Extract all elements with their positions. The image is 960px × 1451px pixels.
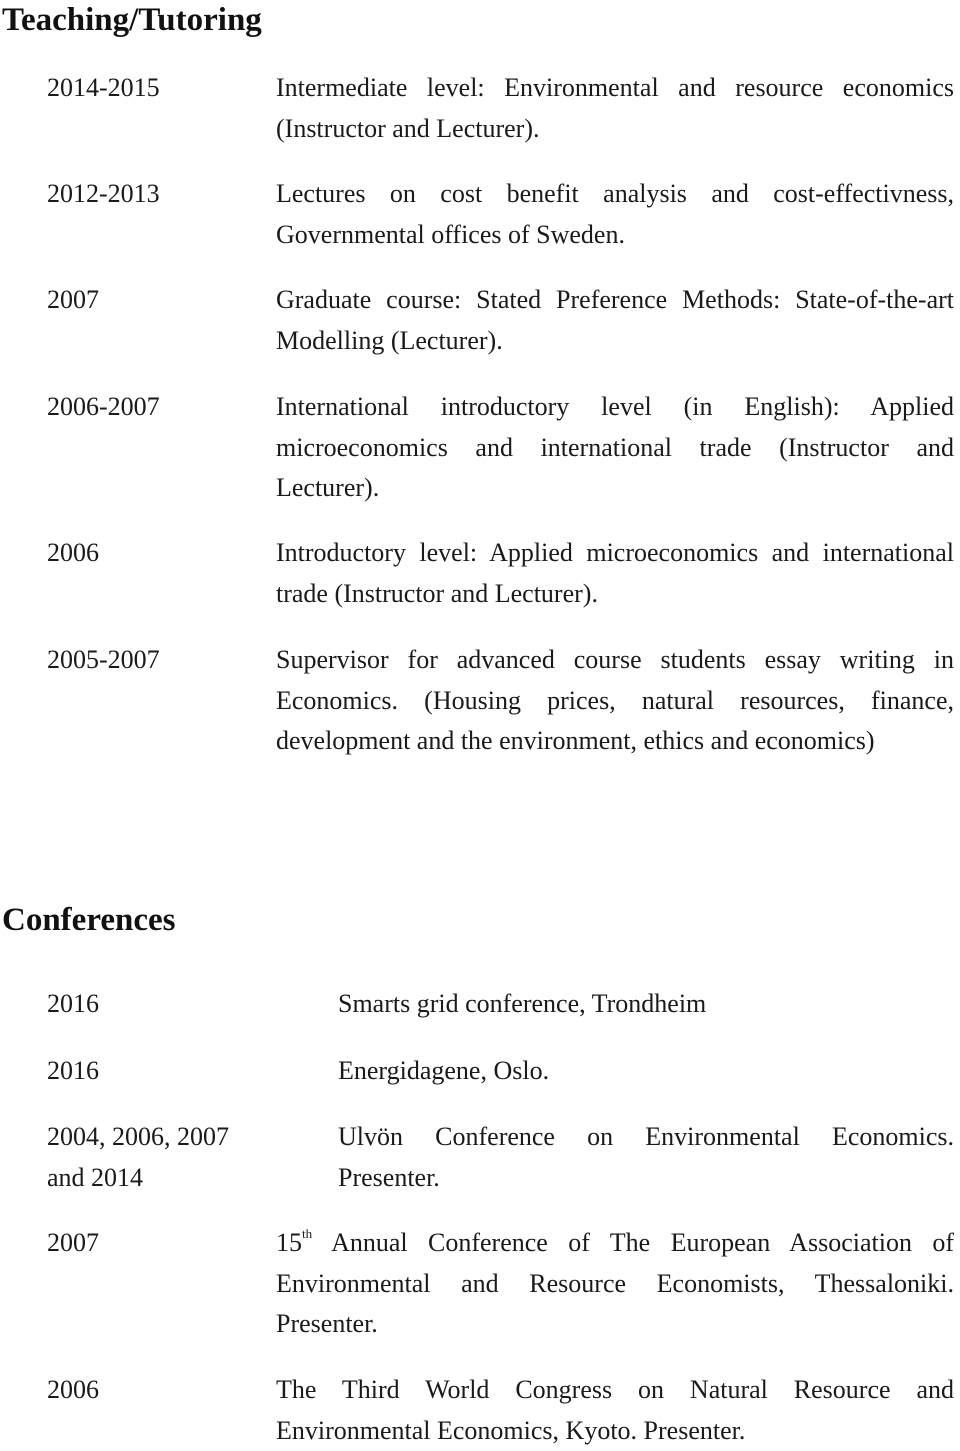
conference-description: Ulvön Conference on Environmental Economics. Presenter. <box>338 1122 954 1192</box>
teaching-description: International introductory level (in English): Applied microeconomics and international trade (Instructor and Lecturer). <box>276 392 954 502</box>
teaching-description: Lectures on cost benefit analysis and cost-effectivness, Governmental offices of Sweden. <box>276 179 954 249</box>
teaching-description: Introductory level: Applied microeconomics and international trade (Instructor and Lecturer). <box>276 538 954 608</box>
teaching-year: 2014-2015 <box>47 73 160 102</box>
conference-description: The Third World Congress on Natural Resource and Environmental Economics, Kyoto. Presenter. <box>276 1375 954 1445</box>
conference-year: 2007 <box>47 1228 99 1257</box>
teaching-year: 2007 <box>47 285 99 314</box>
conference-description <box>276 1223 954 1345</box>
ordinal-number: 15 <box>276 1228 302 1257</box>
teaching-year: 2005-2007 <box>47 645 160 674</box>
conference-description: Energidagene, Oslo. <box>338 1056 550 1085</box>
teaching-heading: Teaching/Tutoring <box>2 2 262 38</box>
ordinal-suffix: th <box>302 1226 313 1241</box>
conferences-heading: Conferences <box>2 902 176 938</box>
teaching-year: 2006-2007 <box>47 392 160 421</box>
conference-year: 2006 <box>47 1375 99 1404</box>
teaching-description: Supervisor for advanced course students essay writing in Economics. (Housing prices, natural resources, finance, development and the environment, ethics and economics) <box>276 645 954 755</box>
teaching-description: Graduate course: Stated Preference Methods: State-of-the-art Modelling (Lecturer). <box>276 285 954 355</box>
teaching-description: Intermediate level: Environmental and resource economics (Instructor and Lecturer). <box>276 73 954 143</box>
conference-year: 2016 <box>47 989 99 1018</box>
teaching-year: 2006 <box>47 538 99 567</box>
teaching-year: 2012-2013 <box>47 179 160 208</box>
conference-description-text: Annual Conference of The European Association of Environmental and Resource Economists, Thessaloniki. Presenter. <box>276 1228 954 1338</box>
conference-description: Smarts grid conference, Trondheim <box>338 989 707 1018</box>
conference-year: 2004, 2006, 2007 and 2014 <box>47 1122 229 1192</box>
conference-year: 2016 <box>47 1056 99 1085</box>
